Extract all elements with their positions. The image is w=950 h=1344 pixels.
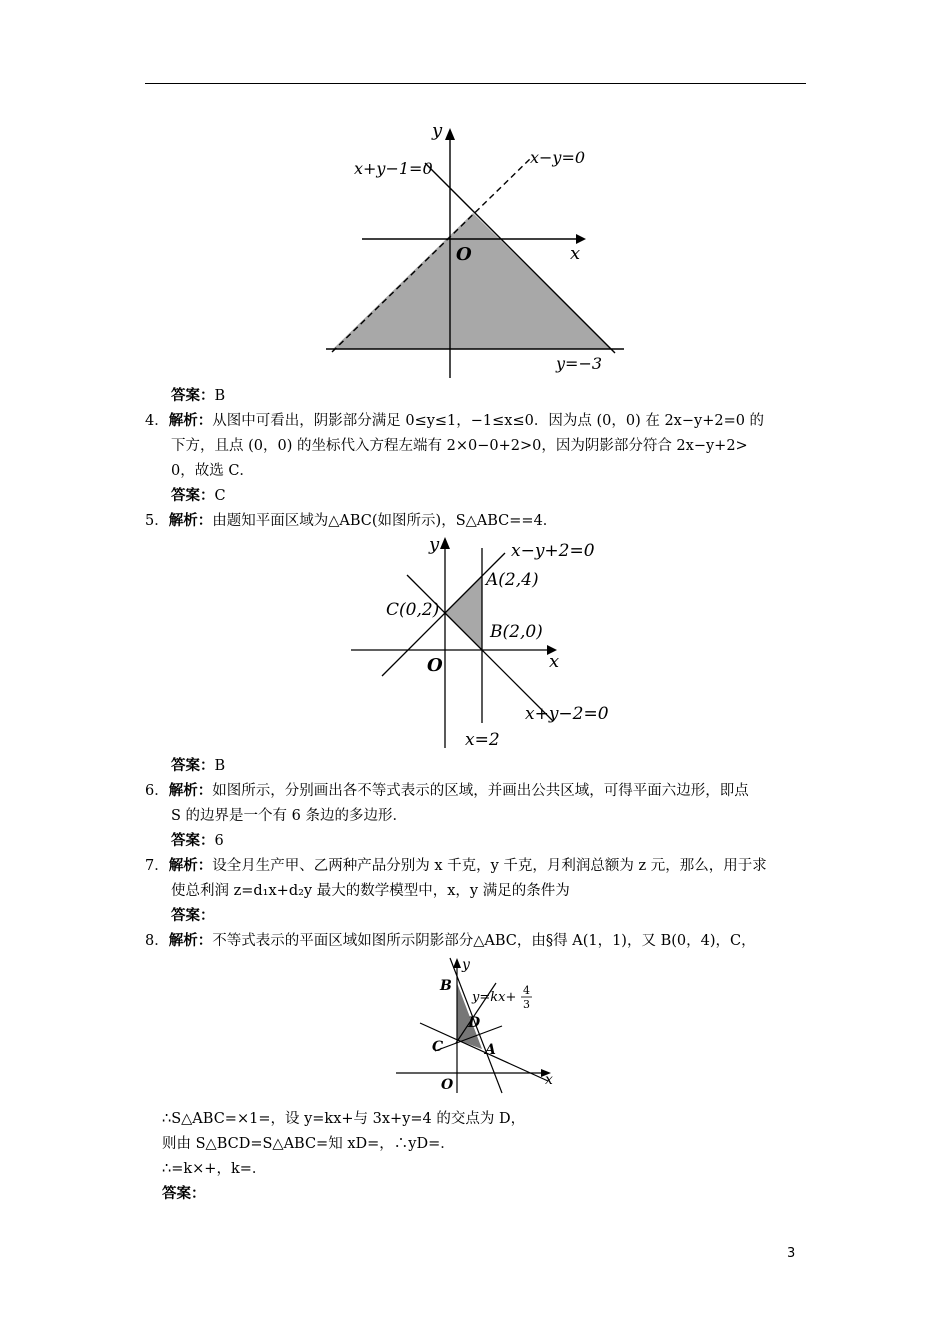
q4-line2: 下方，且点 (0，0) 的坐标代入方程左端有 2×0−0+2>0，因为阴影部分符合 2x−y+2> (171, 438, 748, 454)
x-axis-label: x (549, 651, 560, 672)
figure-q5 (345, 533, 615, 751)
point-b-label: B(2,0) (490, 622, 543, 642)
q4-line1: 4．解析：从图中可看出，阴影部分满足 0≤y≤1，−1≤x≤0．因为点 (0，0) 在 2x−y+2=0 的 (145, 413, 765, 429)
point-c-label: C(0,2) (386, 600, 440, 620)
figure-q3 (320, 118, 630, 383)
q8-line1: 8．解析：不等式表示的平面区域如图所示阴影部分△ABC，由§得 A(1，1)，又 B(0，4)，C， (145, 933, 756, 949)
triangle-abc (445, 576, 482, 650)
origin-label: O (456, 244, 472, 265)
y-axis-label: y (432, 120, 443, 141)
q8-line2: ∴S△ABC=×1=，设 y=kx+与 3x+y=4 的交点为 D， (162, 1111, 526, 1127)
origin-label: O (427, 655, 443, 676)
page-number: 3 (787, 1246, 796, 1261)
header-rule (145, 83, 806, 84)
line1-label: x+y−1=0 (354, 159, 433, 178)
line2-label: x−y=0 (530, 148, 586, 167)
point-b-label: B (440, 978, 452, 994)
q7-answer: 答案： (171, 908, 215, 924)
origin-label: O (441, 1077, 454, 1093)
point-d-label: D (468, 1015, 481, 1031)
q7-line2: 使总利润 z=d₁x+d₂y 最大的数学模型中，x，y 满足的条件为 (171, 883, 570, 899)
q3-answer: 答案：B (171, 388, 226, 404)
fraction-denominator: 3 (523, 998, 530, 1011)
q8-answer: 答案： (162, 1186, 206, 1202)
x-axis-label: x (545, 1072, 553, 1088)
shaded-region (333, 213, 611, 349)
line3-label: y=−3 (556, 354, 603, 373)
q5-line1: 5．解析：由题知平面区域为△ABC(如图所示)，S△ABC==4． (145, 513, 558, 529)
curve-label: y=kx+ (472, 990, 517, 1005)
point-c-label: C (432, 1039, 444, 1055)
q4-line3: 0，故选 C． (171, 463, 254, 479)
line-c-label: x=2 (465, 730, 500, 750)
y-axis-arrow-icon (440, 537, 450, 549)
q6-line1: 6．解析：如图所示，分别画出各不等式表示的区域，并画出公共区域，可得平面六边形，即点 (145, 783, 749, 799)
y-axis-arrow-icon (453, 958, 461, 968)
x-axis-label: x (570, 243, 581, 264)
y-axis-arrow-icon (445, 128, 455, 140)
y-axis-label: y (462, 957, 470, 973)
y-axis-label: y (429, 534, 440, 555)
q8-line3: 则由 S△BCD=S△ABC=知 xD=，∴yD=． (162, 1136, 455, 1152)
q8-line4: ∴=k×+，k=． (162, 1161, 267, 1177)
q5-answer: 答案：B (171, 758, 226, 774)
line-b-label: x+y−2=0 (525, 704, 609, 724)
point-a-label: A(2,4) (486, 570, 539, 590)
fraction-numerator: 4 (523, 984, 530, 997)
q4-answer: 答案：C (171, 488, 226, 504)
q6-answer: 答案：6 (171, 833, 224, 849)
q6-line2: S 的边界是一个有 6 条边的多边形． (171, 808, 407, 824)
line-a-label: x−y+2=0 (511, 541, 595, 561)
figure-q8 (390, 953, 560, 1098)
point-a-label: A (485, 1042, 496, 1058)
q7-line1: 7．解析：设全月生产甲、乙两种产品分别为 x 千克，y 千克，月利润总额为 z 元，那么，用于求 (145, 858, 767, 874)
